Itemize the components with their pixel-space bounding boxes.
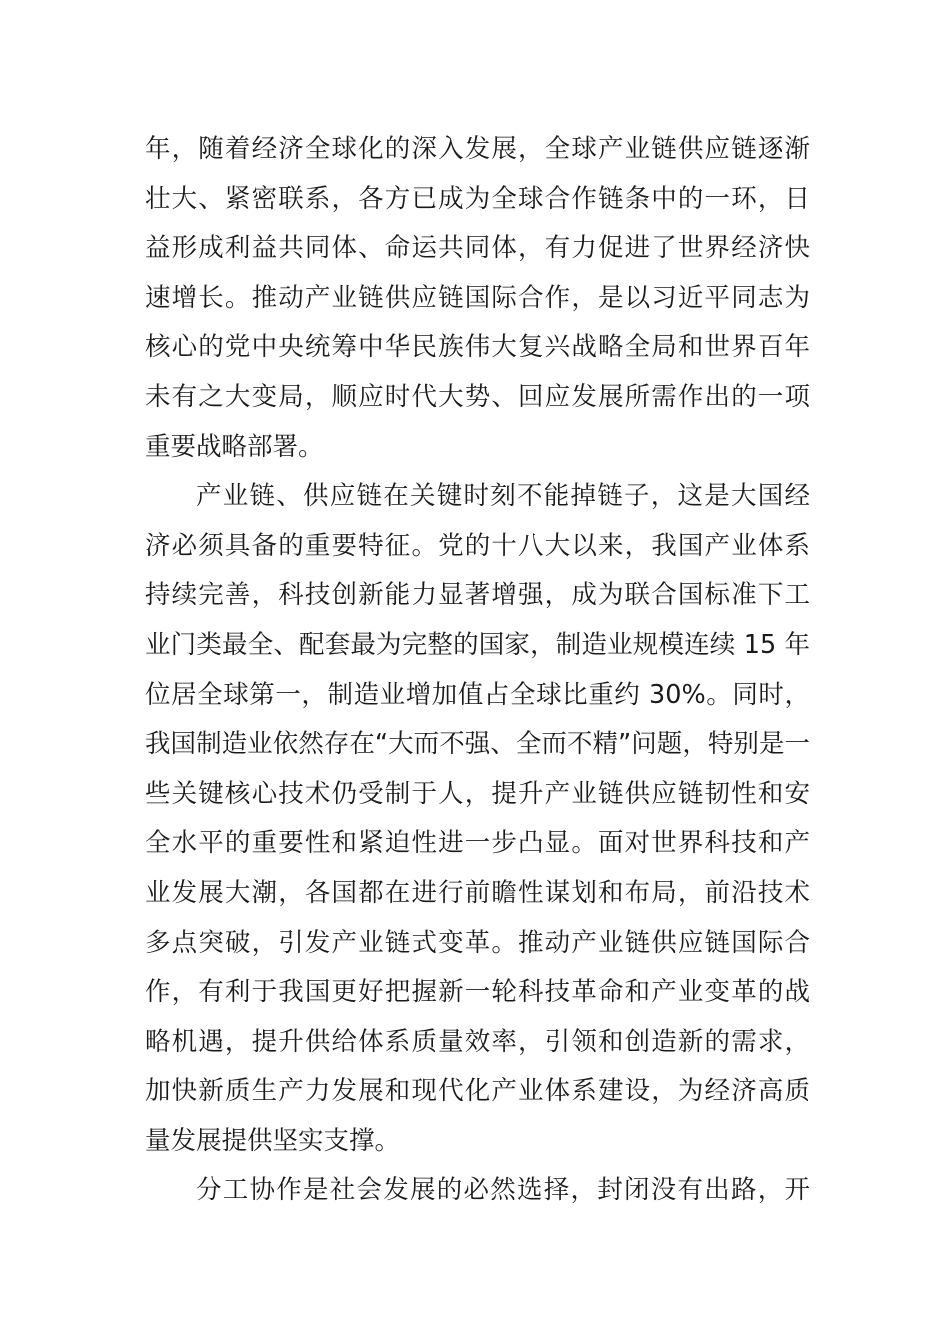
body-text xyxy=(145,125,810,1216)
text-line: 持续完善，科技创新能力显著增强，成为联合国标准下工 xyxy=(145,580,810,611)
text-line: 量发展提供坚实支撑。 xyxy=(145,1125,401,1156)
text-line: 全水平的重要性和紧迫性进一步凸显。面对世界科技和产 xyxy=(145,828,810,859)
text-line: 核心的党中央统筹中华民族伟大复兴战略全局和世界百年 xyxy=(145,332,810,363)
text-line: 业发展大潮，各国都在进行前瞻性谋划和布局，前沿技术 xyxy=(145,877,810,908)
text-line: 略机遇，提升供给体系质量效率，引领和创造新的需求， xyxy=(145,1026,810,1057)
text-line: 分工协作是社会发展的必然选择，封闭没有出路，开 xyxy=(196,1175,810,1206)
text-line: 产业链、供应链在关键时刻不能掉链子，这是大国经 xyxy=(196,481,810,512)
text-line: 年，随着经济全球化的深入发展，全球产业链供应链逐渐 xyxy=(145,134,810,164)
text-line: 业门类最全、配套最为完整的国家，制造业规模连续 15 年 xyxy=(145,629,810,660)
text-line: 益形成利益共同体、命运共同体，有力促进了世界经济快 xyxy=(145,233,810,264)
text-line: 多点突破，引发产业链式变革。推动产业链供应链国际合 xyxy=(145,927,810,958)
text-line: 加快新质生产力发展和现代化产业体系建设，为经济高质 xyxy=(145,1076,810,1107)
text-line: 位居全球第一，制造业增加值占全球比重约 30%。同时， xyxy=(145,679,810,710)
text-line: 未有之大变局，顺应时代大势、回应发展所需作出的一项 xyxy=(145,381,810,412)
text-line: 些关键核心技术仍受制于人，提升产业链供应链韧性和安 xyxy=(145,778,810,809)
text-line: 壮大、紧密联系，各方已成为全球合作链条中的一环，日 xyxy=(145,183,810,214)
text-line: 我国制造业依然存在“大而不强、全而不精”问题，特别是一 xyxy=(145,729,810,760)
text-line: 作，有利于我国更好把握新一轮科技革命和产业变革的战 xyxy=(145,977,810,1008)
text-line: 重要战略部署。 xyxy=(145,431,324,462)
text-line: 速增长。推动产业链供应链国际合作，是以习近平同志为 xyxy=(145,282,810,313)
text-line: 济必须具备的重要特征。党的十八大以来，我国产业体系 xyxy=(145,530,810,561)
